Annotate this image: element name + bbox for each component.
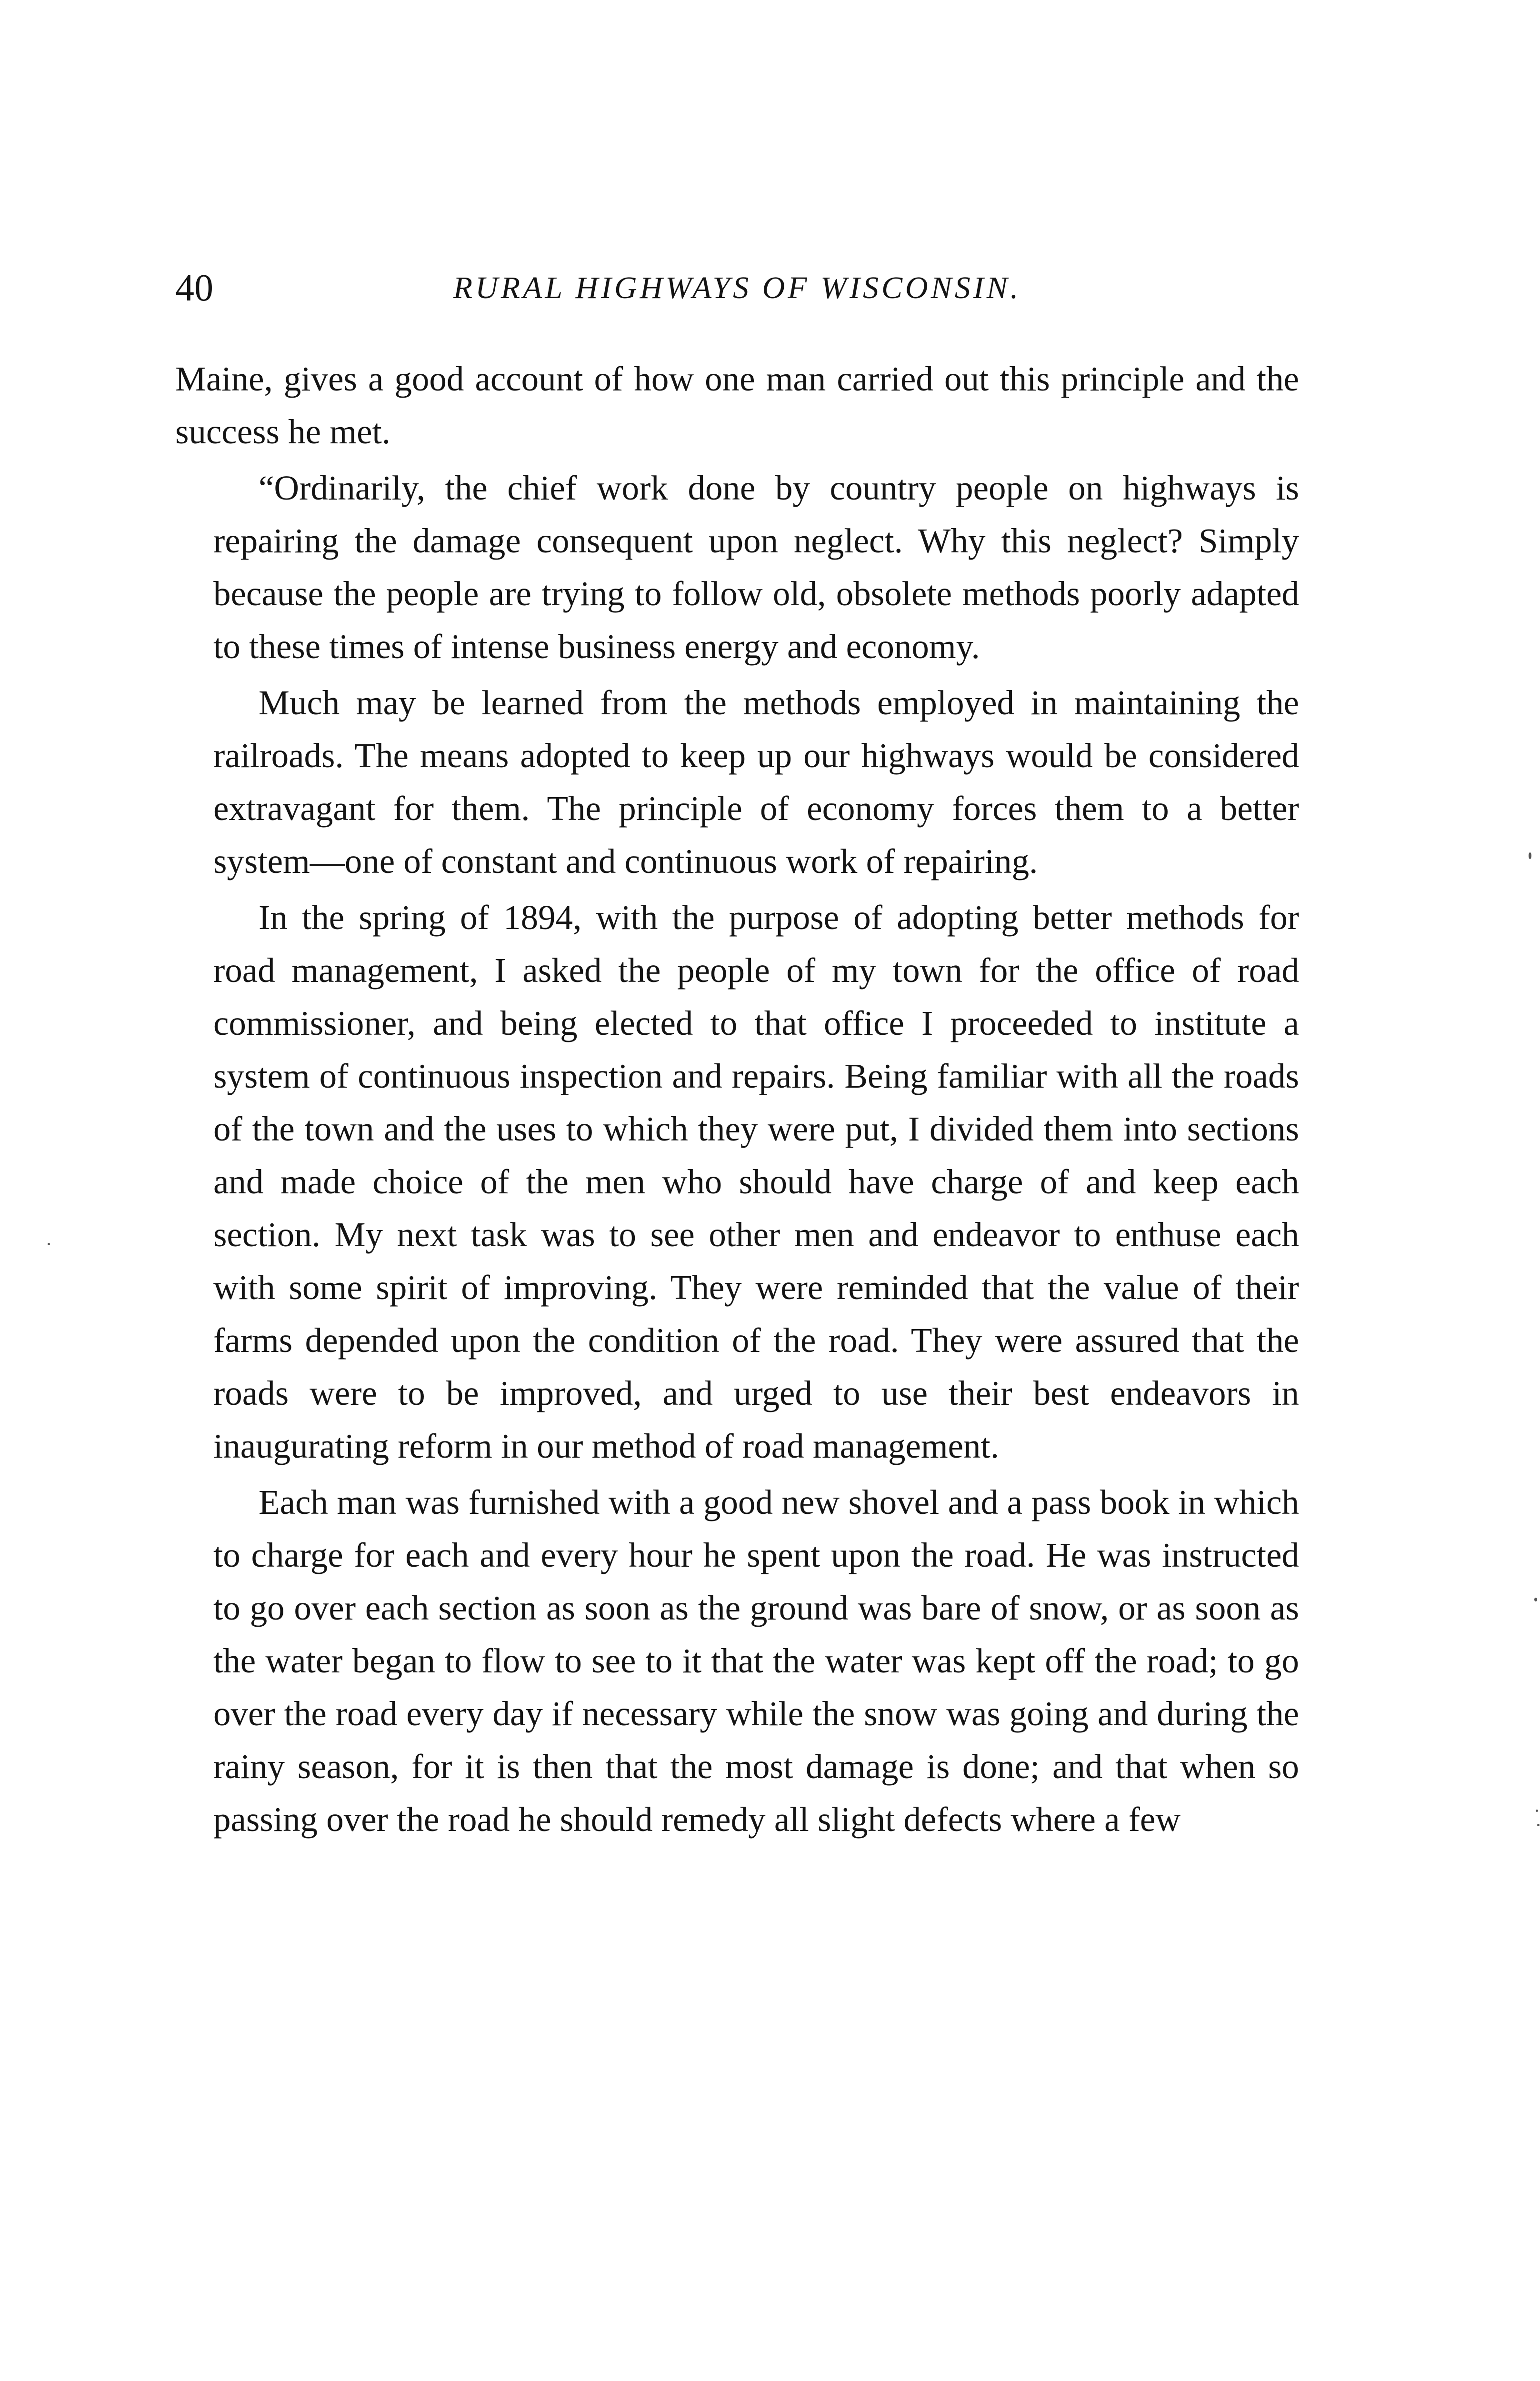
paragraph-quote-opening: “Ordinarily, the chief work done by country people on highways is repairing the damage consequent upon neglect. Why this neglect? Simply because the people are trying to follow old, obsolete methods poorly adapted to these times of intense business energy and economy. [213,469,1299,666]
scan-speck [1536,1810,1538,1812]
scan-speck [1534,1598,1537,1601]
scan-speck [48,1243,50,1245]
paragraph-spring-1894: In the spring of 1894, with the purpose of adopting better methods for road management, I asked the people of my town for the office of road commissioner, and being elected to that office I proceeded to institute a system of continuous inspection and repairs. Being familiar with all the roads of the town and the uses to which they were put, I divided them into sections and made choice of the men who should have charge of and keep each section. My next task was to see other men and endeavor to enthuse each with some spirit of improving. They were reminded that the value of their farms depended upon the condition of the road. They were assured that the roads were to be improved, and urged to use their best endeavors in inaugurating reform in our method of road management. [213,898,1299,1465]
paragraph-shovel-pass-book: Each man was furnished with a good new shovel and a pass book in which to charge for each and every hour he spent upon the road. He was instructed to go over each section as soon as the ground was bare of snow, or as soon as the water began to flow to see to it that the water was kept off the road; to go over the road every day if necessary while the snow was going and during the rainy season, for it is then that the most damage is done; and that when so passing over the road he should remedy all slight defects where a few [213,1483,1299,1839]
scan-speck [1529,852,1531,859]
running-title: RURAL HIGHWAYS OF WISCONSIN. [453,270,1021,305]
page-number: 40 [175,267,213,309]
page-header [175,264,1299,317]
scan-speck [1537,1824,1540,1826]
body-text [175,352,1299,1849]
paragraph-continuation: Maine, gives a good account of how one man carried out this principle and the success he met. [175,360,1299,451]
paragraph-railroads: Much may be learned from the methods employed in maintaining the railroads. The means adopted to keep up our highways would be considered extravagant for them. The principle of economy forces them to a better system—one of constant and continuous work of repairing. [213,683,1299,880]
